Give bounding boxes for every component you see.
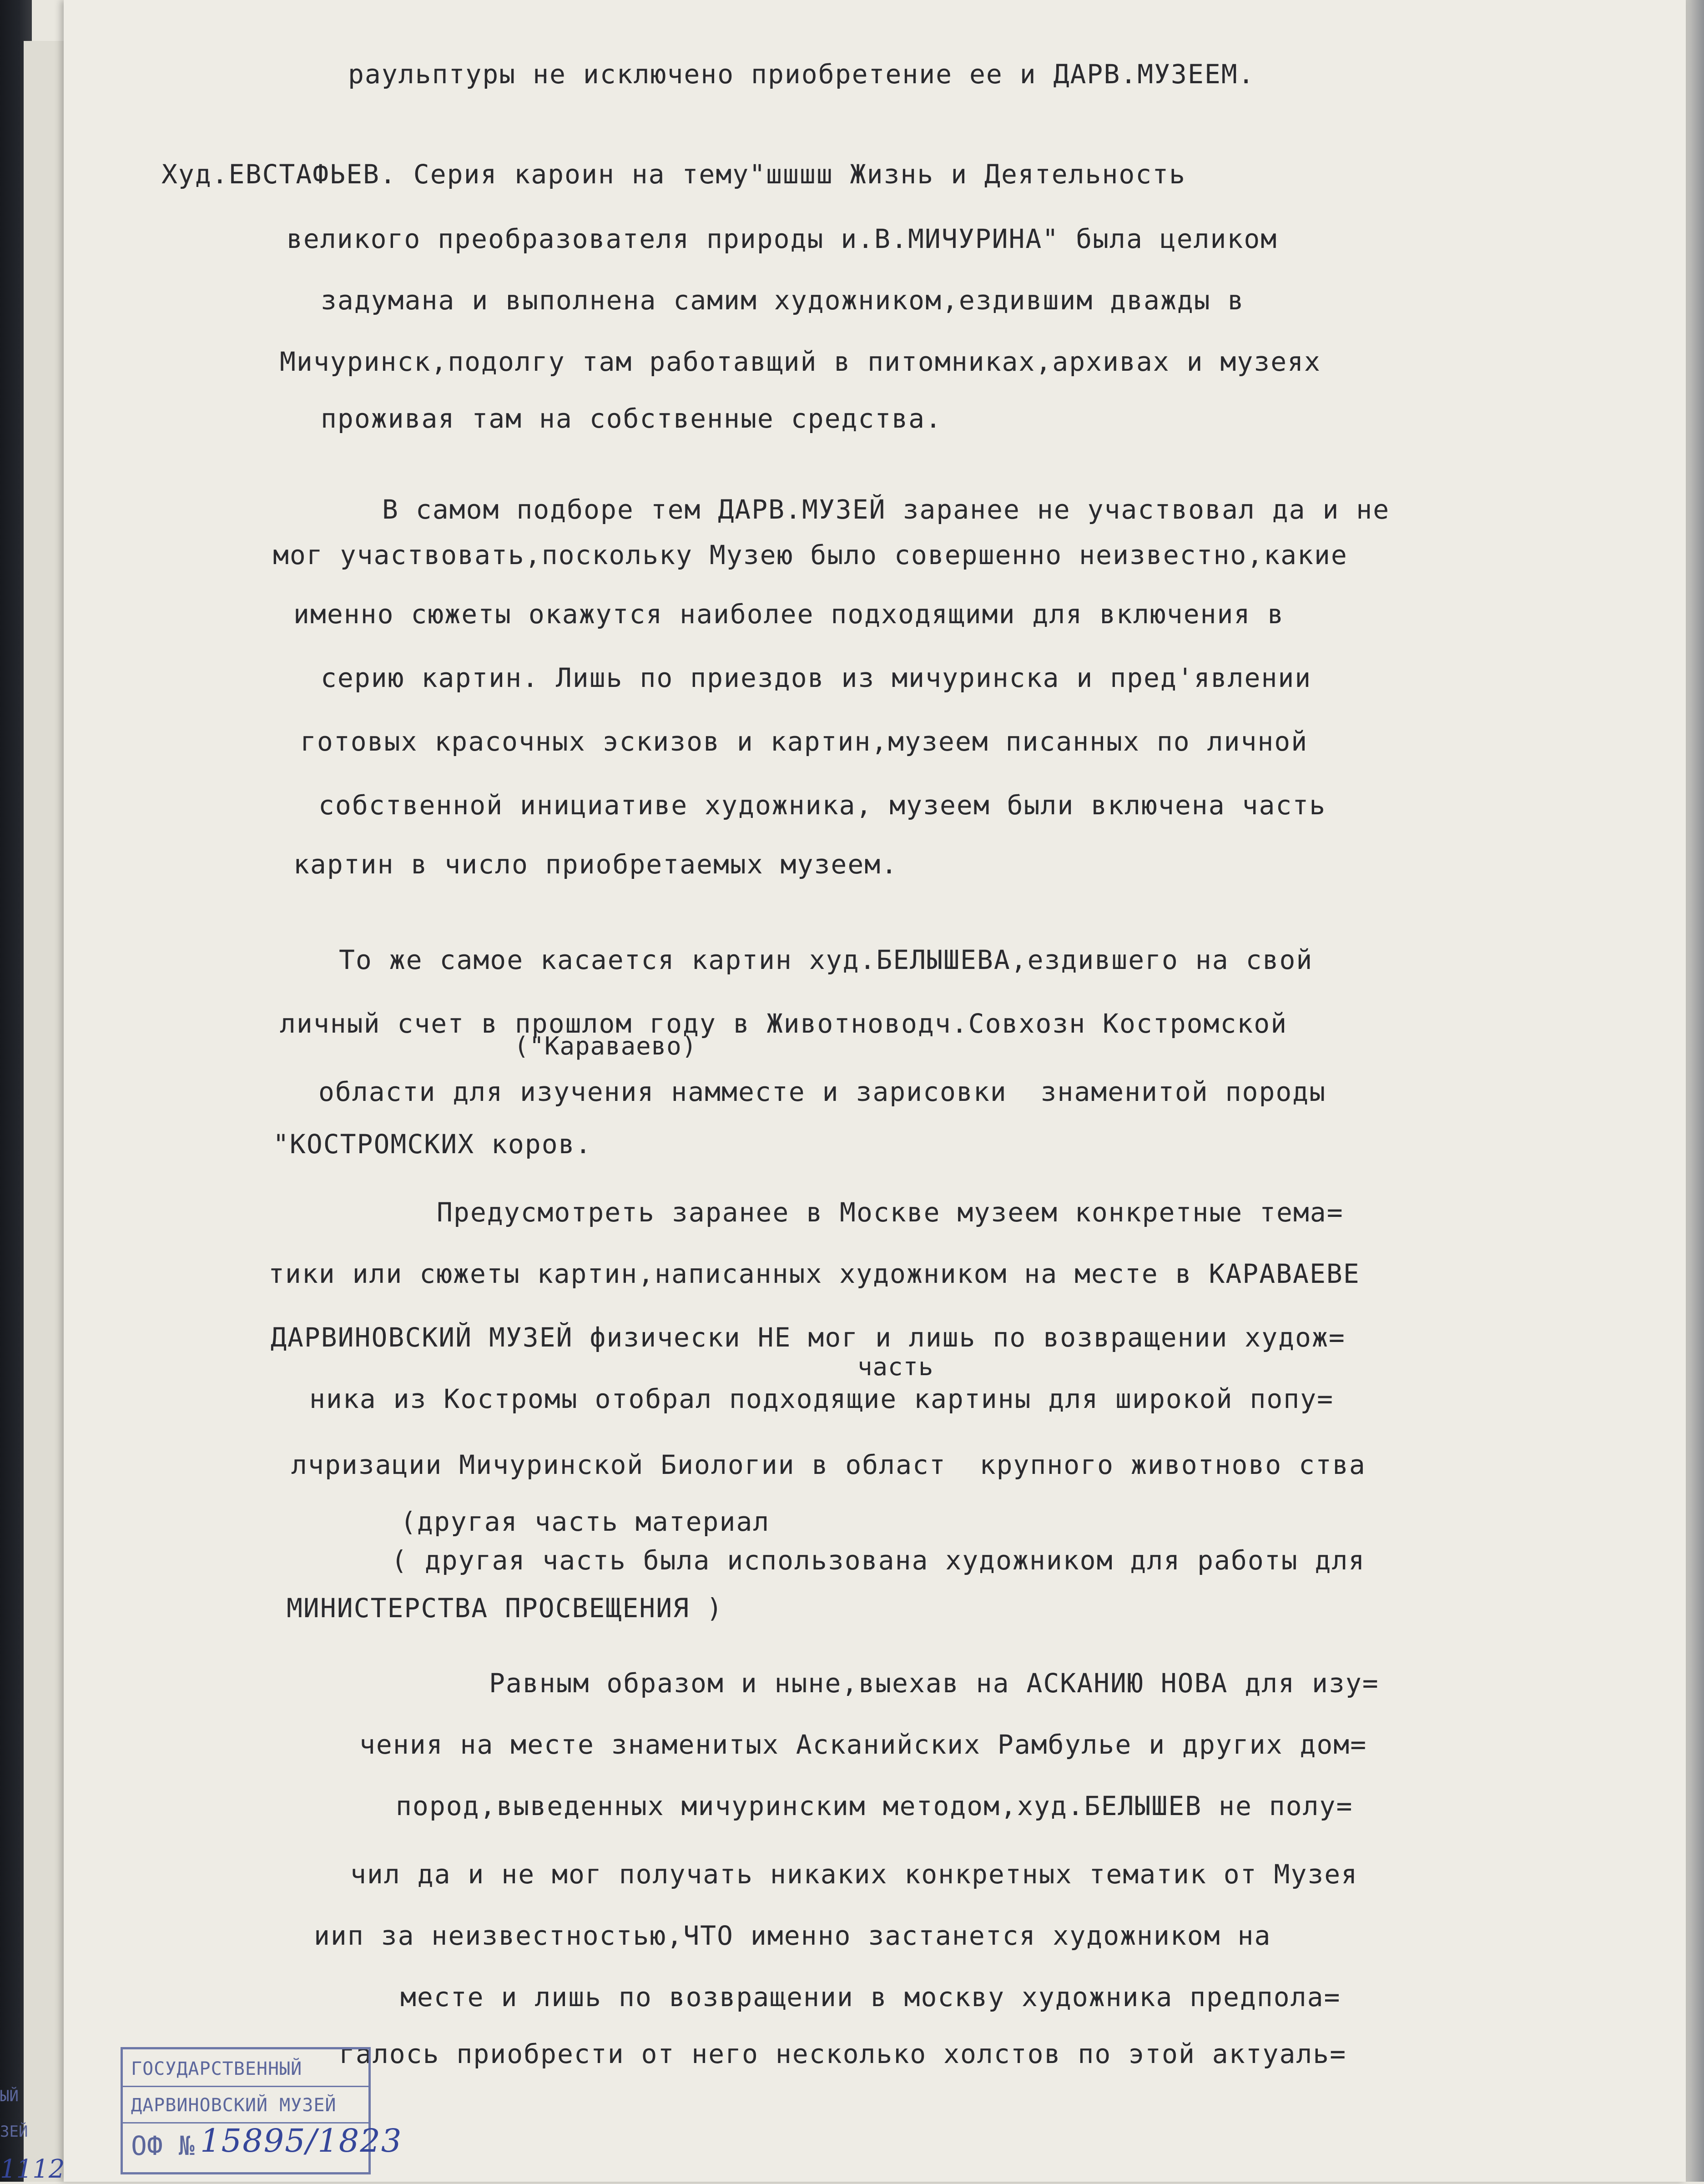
- text-line-31: чил да и не мог получать никаких конкретных тематик от Музея: [350, 1859, 1358, 1890]
- text-line-15: личный счет в прошлом году в Животноводч.Совхозн Костромской: [280, 1008, 1288, 1039]
- text-line-20: тики или сюжеты картин,написанных художником на месте в КАРАВАЕВЕ: [268, 1258, 1360, 1289]
- scanner-background-right: [1686, 0, 1704, 2182]
- text-line-1: раульптуры не исключено приобретение ее и ДАРВ.МУЗЕЕМ.: [348, 59, 1255, 90]
- partial-stamp-line-2: ЗЕЙ: [0, 2123, 28, 2141]
- text-line-13: картин в число приобретаемых музеем.: [293, 849, 898, 880]
- text-line-6: проживая там на собственные средства.: [321, 403, 943, 434]
- text-line-27: МИНИСТЕРСТВА ПРОСВЕЩЕНИЯ ): [287, 1593, 723, 1624]
- museum-inventory-stamp: [121, 2047, 403, 2174]
- stamp-number: 15895/1823: [200, 2122, 403, 2159]
- stamp-prefix: ОФ №: [131, 2130, 195, 2161]
- stamp-line-1: ГОСУДАРСТВЕННЫЙ: [131, 2058, 302, 2079]
- text-line-5: Мичуринск,подолгу там работавщий в питомниках,архивах и музеях: [280, 346, 1321, 377]
- text-line-29: чения на месте знаменитых Асканийских Рамбулье и других дом=: [359, 1729, 1367, 1760]
- text-line-28: Равным образом и ныне,выехав на АСКАНИЮ НОВА для изу=: [489, 1668, 1379, 1699]
- text-line-23: ника из Костромы отобрал подходящие картины для широкой попу=: [309, 1383, 1334, 1414]
- text-line-7: В самом подборе тем ДАРВ.МУЗЕЙ заранее не участвовал да и не: [382, 494, 1390, 525]
- text-line-26: ( другая часть была использована художником для работы для: [391, 1545, 1366, 1576]
- text-line-3: великого преобразователя природы и.В.МИЧУРИНА" была целиком: [287, 223, 1278, 254]
- text-line-12: собственной инициативе художника, музеем были включена часть: [318, 790, 1326, 821]
- partial-stamp-line-1: ЫЙ: [0, 2087, 19, 2105]
- text-line-19: Предусмотреть заранее в Москве музеем конкретные тема=: [437, 1197, 1344, 1228]
- stamp-divider: [123, 2086, 368, 2087]
- text-line-8: мог участвовать,поскольку Музею было совершенно неизвестно,какие: [273, 540, 1348, 570]
- text-line-21: ДАРВИНОВСКИЙ МУЗЕЙ физически НЕ мог и лишь по возвращении худож=: [271, 1322, 1346, 1353]
- stamp-line-2: ДАРВИНОВСКИЙ МУЗЕЙ: [131, 2095, 337, 2116]
- partial-stamp-number: 1112: [0, 2154, 65, 2184]
- text-line-4: задумана и выполнена самим художником,ездившим дважды в: [321, 285, 1245, 316]
- text-line-24: лчризации Мичуринской Биологии в област крупного животново ства: [291, 1449, 1366, 1480]
- text-line-25-crossed: (другая часть материал: [400, 1506, 770, 1537]
- text-line-11: готовых красочных эскизов и картин,музеем писанных по личной: [300, 726, 1308, 757]
- partial-stamp-left: [0, 2074, 64, 2182]
- text-line-34: галось приобрести от него несколько холстов по этой актуаль=: [339, 2038, 1347, 2069]
- text-line-18: "КОСТРОМСКИХ коров.: [273, 1129, 592, 1160]
- text-line-33: месте и лишь по возвращении в москву художника предпола=: [400, 1982, 1341, 2013]
- text-line-30: пород,выведенных мичуринским методом,худ.БЕЛЫШЕВ не полу=: [396, 1791, 1353, 1821]
- text-line-22-insertion: часть: [857, 1352, 934, 1381]
- text-line-2: Худ.ЕВСТАФЬЕВ. Серия карoин на тему"шшшш Жизнь и Деятельность: [161, 159, 1186, 190]
- text-line-9: именно сюжеты окажутся наиболее подходящими для включения в: [293, 599, 1285, 630]
- text-line-16-insertion: ("Караваево): [514, 1032, 697, 1060]
- text-line-17: области для изучения намместе и зарисовки знаменитой породы: [318, 1076, 1326, 1107]
- text-line-10: серию картин. Лишь по приездов из мичуринска и пред'явлении: [321, 662, 1312, 693]
- text-line-14: То же самое касается картин худ.БЕЛЫШЕВА,ездившего на свой: [339, 944, 1313, 975]
- text-line-32: иип за неизвестностью,ЧТО именно застанется художником на: [314, 1920, 1271, 1951]
